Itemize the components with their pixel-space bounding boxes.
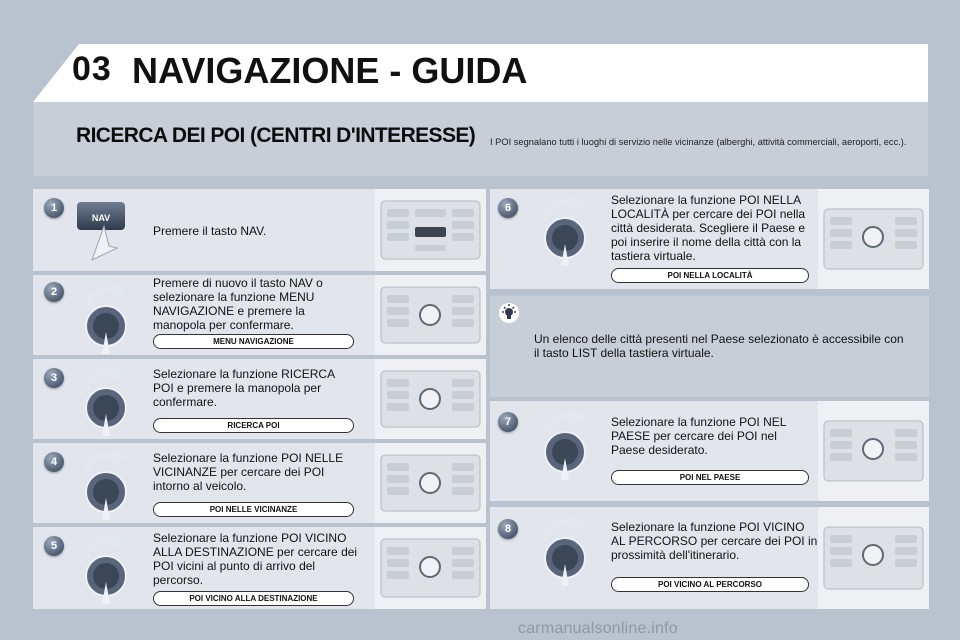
poi-vicino-alla-destinazione-button[interactable]: POI VICINO ALLA DESTINAZIONE (153, 591, 354, 606)
step-6-text: Selezionare la funzione POI NELLA LOCALITÀ per cercare dei POI nella città desiderata. Scegliere il Paese e poi inserire il nome della città con la tastiera virtuale. (611, 193, 806, 263)
page-title: NAVIGAZIONE - GUIDA (132, 50, 528, 91)
watermark: carmanualsonline.info (518, 620, 678, 637)
radio-panel-icon (375, 443, 486, 523)
step-2-text: Premere di nuovo il tasto NAV o selezionare la funzione MENU NAVIGAZIONE e premere la manopola per confermare. (153, 276, 323, 332)
radio-panel-icon (375, 275, 486, 355)
step-6-badge: 6 (498, 198, 518, 218)
step-7-text: Selezionare la funzione POI NEL PAESE per cercare dei POI nel Paese desiderato. (611, 415, 786, 457)
section-description: I POI segnalano tutti i luoghi di servizio nelle vicinanze (alberghi, attività commerciali, aeroporti, ecc.). (490, 137, 907, 147)
radio-panel-icon (375, 527, 486, 609)
step-1-text: Premere il tasto NAV. (153, 224, 267, 238)
poi-nelle-vicinanze-button[interactable]: POI NELLE VICINANZE (153, 502, 354, 517)
rotary-knob-icon (535, 406, 599, 482)
ricerca-poi-button[interactable]: RICERCA POI (153, 418, 354, 433)
poi-nel-paese-button[interactable]: POI NEL PAESE (611, 470, 809, 485)
radio-photo (375, 275, 486, 355)
step-3-text: Selezionare la funzione RICERCA POI e premere la manopola per confermare. (153, 367, 335, 409)
step-2-badge: 2 (44, 282, 64, 302)
section-title: RICERCA DEI POI (CENTRI D'INTERESSE) (76, 124, 476, 147)
svg-text:NAV: NAV (91, 213, 111, 223)
radio-photo (375, 189, 486, 271)
menu-navigazione-button[interactable]: MENU NAVIGAZIONE (153, 334, 354, 349)
step-5-badge: 5 (44, 536, 64, 556)
radio-panel-icon (818, 507, 929, 609)
rotary-knob-icon (76, 530, 140, 606)
step-1-badge: 1 (44, 198, 64, 218)
step-4-text: Selezionare la funzione POI NELLE VICINANZE per cercare dei POI intorno al veicolo. (153, 451, 344, 493)
rotary-knob-icon (535, 192, 599, 268)
step-8-badge: 8 (498, 519, 518, 539)
radio-panel-icon (375, 359, 486, 439)
radio-photo (818, 401, 929, 501)
chapter-number: 03 (72, 50, 112, 88)
nav-key-icon (76, 200, 134, 262)
poi-vicino-al-percorso-button[interactable]: POI VICINO AL PERCORSO (611, 577, 809, 592)
step-8-text: Selezionare la funzione POI VICINO AL PERCORSO per cercare dei POI in prossimità dell'itinerario. (611, 520, 818, 562)
step-5-text: Selezionare la funzione POI VICINO ALLA DESTINAZIONE per cercare dei POI vicini al punto di arrivo del percorso. (153, 531, 358, 587)
rotary-knob-icon (76, 280, 140, 356)
radio-photo (818, 507, 929, 609)
lightbulb-icon (498, 302, 520, 324)
step-7-badge: 7 (498, 412, 518, 432)
step-3-badge: 3 (44, 368, 64, 388)
tip-text: Un elenco delle città presenti nel Paese selezionato è accessibile con il tasto LIST della tastiera virtuale. (534, 332, 904, 360)
radio-photo (375, 443, 486, 523)
radio-photo (375, 527, 486, 609)
rotary-knob-icon (76, 362, 140, 438)
radio-panel-icon (818, 401, 929, 501)
poi-nella-localita-button[interactable]: POI NELLA LOCALITÀ (611, 268, 809, 283)
radio-panel-icon (818, 189, 929, 289)
radio-panel-icon (375, 189, 486, 271)
radio-photo (375, 359, 486, 439)
rotary-knob-icon (76, 446, 140, 522)
radio-photo (818, 189, 929, 289)
step-4-badge: 4 (44, 452, 64, 472)
rotary-knob-icon (535, 512, 599, 588)
